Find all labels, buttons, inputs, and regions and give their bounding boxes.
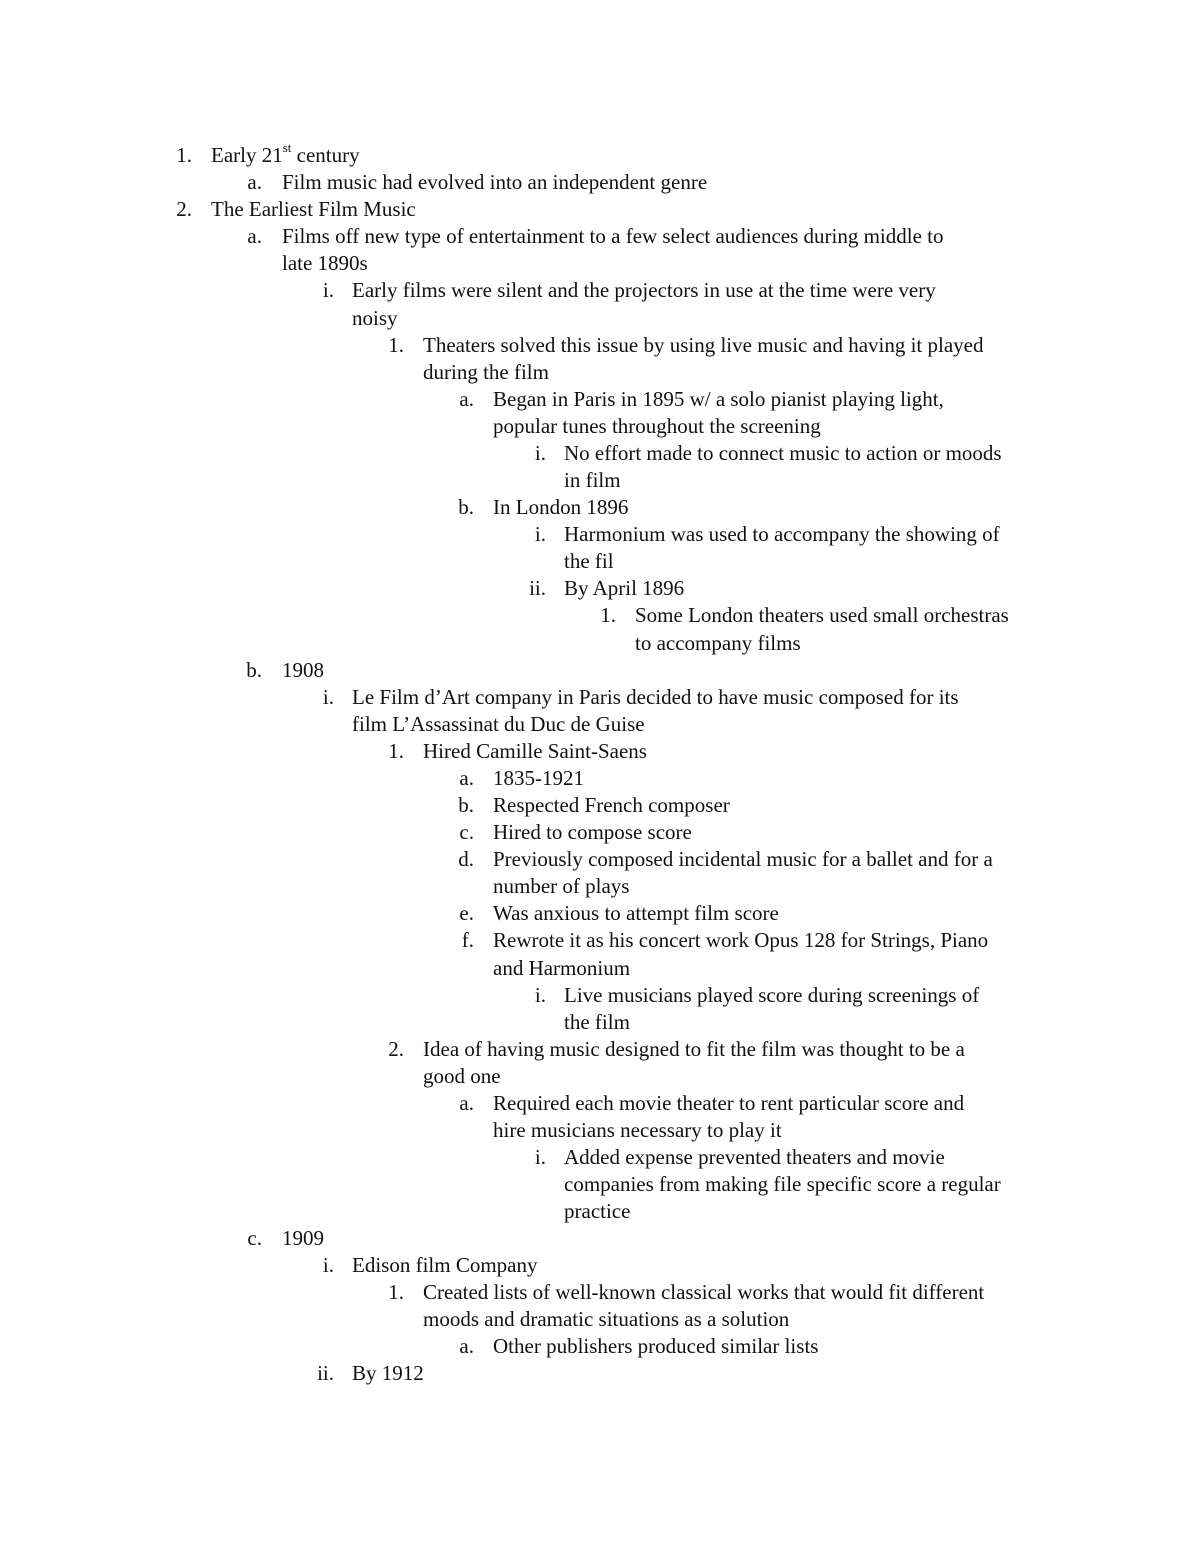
item-text: 1909 bbox=[282, 1226, 324, 1250]
item-marker: 1. bbox=[388, 333, 404, 357]
item-marker: c. bbox=[459, 820, 474, 844]
item-text: Harmonium was used to accompany the showing of bbox=[564, 522, 1000, 546]
item-marker: 2. bbox=[176, 197, 192, 221]
item-text: Early 21st century bbox=[211, 140, 360, 167]
item-marker: a. bbox=[247, 170, 262, 194]
item-marker: i. bbox=[534, 983, 546, 1007]
item-text: 1835-1921 bbox=[493, 766, 584, 790]
item-marker: a. bbox=[459, 387, 474, 411]
item-marker: 1. bbox=[176, 143, 192, 167]
item-text: Theaters solved this issue by using live music and having it played bbox=[423, 333, 984, 357]
item-marker: a. bbox=[459, 1334, 474, 1358]
item-text-continued: number of plays bbox=[493, 874, 630, 898]
item-text: Was anxious to attempt film score bbox=[493, 901, 779, 925]
item-text: By 1912 bbox=[352, 1361, 424, 1385]
item-text: Created lists of well-known classical works that would fit different bbox=[423, 1280, 985, 1304]
item-text: 1908 bbox=[282, 658, 324, 682]
item-text-continued: the film bbox=[564, 1010, 630, 1034]
item-marker: b. bbox=[246, 658, 262, 682]
item-text: Films off new type of entertainment to a few select audiences during middle to bbox=[282, 224, 944, 248]
item-marker: ii. bbox=[529, 576, 546, 600]
item-text-continued: late 1890s bbox=[282, 251, 368, 275]
item-marker: f. bbox=[461, 928, 474, 952]
item-text: Hired Camille Saint-Saens bbox=[423, 739, 647, 763]
item-marker: 2. bbox=[388, 1037, 404, 1061]
item-text: Early films were silent and the projectors in use at the time were very bbox=[352, 278, 936, 302]
item-text-continued: moods and dramatic situations as a solution bbox=[423, 1307, 790, 1331]
superscript: st bbox=[282, 140, 292, 155]
item-marker: i. bbox=[534, 1145, 546, 1169]
item-marker: d. bbox=[458, 847, 474, 871]
item-marker: i. bbox=[322, 278, 334, 302]
item-text: Required each movie theater to rent particular score and bbox=[493, 1091, 965, 1115]
item-text: Added expense prevented theaters and movie bbox=[564, 1145, 945, 1169]
item-marker: i. bbox=[534, 441, 546, 465]
item-text: Previously composed incidental music for a ballet and for a bbox=[493, 847, 993, 871]
item-text: Live musicians played score during screenings of bbox=[564, 983, 980, 1007]
item-marker: a. bbox=[247, 224, 262, 248]
item-text: Idea of having music designed to fit the film was thought to be a bbox=[423, 1037, 965, 1061]
item-text-continued: and Harmonium bbox=[493, 956, 631, 980]
item-text: Rewrote it as his concert work Opus 128 for Strings, Piano bbox=[493, 928, 989, 952]
item-text: Hired to compose score bbox=[493, 820, 692, 844]
item-text-continued: hire musicians necessary to play it bbox=[493, 1118, 782, 1142]
item-text-continued: popular tunes throughout the screening bbox=[493, 414, 821, 438]
item-text-continued: the fil bbox=[564, 549, 614, 573]
item-text-continued: to accompany films bbox=[635, 631, 801, 655]
item-marker: e. bbox=[459, 901, 474, 925]
item-text: Some London theaters used small orchestras bbox=[635, 603, 1009, 627]
item-marker: b. bbox=[458, 793, 474, 817]
item-marker: i. bbox=[322, 685, 334, 709]
item-text: Respected French composer bbox=[493, 793, 730, 817]
item-text: Began in Paris in 1895 w/ a solo pianist playing light, bbox=[493, 387, 944, 411]
item-marker: 1. bbox=[600, 603, 616, 627]
item-text: No effort made to connect music to action or moods bbox=[564, 441, 1002, 465]
item-marker: c. bbox=[247, 1226, 262, 1250]
item-text: Le Film d’Art company in Paris decided to have music composed for its bbox=[352, 685, 959, 709]
item-text: In London 1896 bbox=[493, 495, 629, 519]
item-text-continued: film L’Assassinat du Duc de Guise bbox=[352, 712, 645, 736]
item-text: The Earliest Film Music bbox=[211, 197, 416, 221]
item-text: Edison film Company bbox=[352, 1253, 538, 1277]
item-marker: i. bbox=[534, 522, 546, 546]
item-text: By April 1896 bbox=[564, 576, 685, 600]
item-marker: 1. bbox=[388, 1280, 404, 1304]
item-text-continued: companies from making file specific score a regular bbox=[564, 1172, 1001, 1196]
item-text: Film music had evolved into an independent genre bbox=[282, 170, 708, 194]
item-marker: ii. bbox=[317, 1361, 334, 1385]
item-text-continued: noisy bbox=[352, 306, 398, 330]
item-marker: 1. bbox=[388, 739, 404, 763]
item-marker: a. bbox=[459, 766, 474, 790]
item-text: Other publishers produced similar lists bbox=[493, 1334, 819, 1358]
item-marker: b. bbox=[458, 495, 474, 519]
item-text-continued: in film bbox=[564, 468, 621, 492]
item-text-continued: during the film bbox=[423, 360, 549, 384]
item-marker: a. bbox=[459, 1091, 474, 1115]
item-text-continued: practice bbox=[564, 1199, 631, 1223]
item-marker: i. bbox=[322, 1253, 334, 1277]
item-text-continued: good one bbox=[423, 1064, 501, 1088]
